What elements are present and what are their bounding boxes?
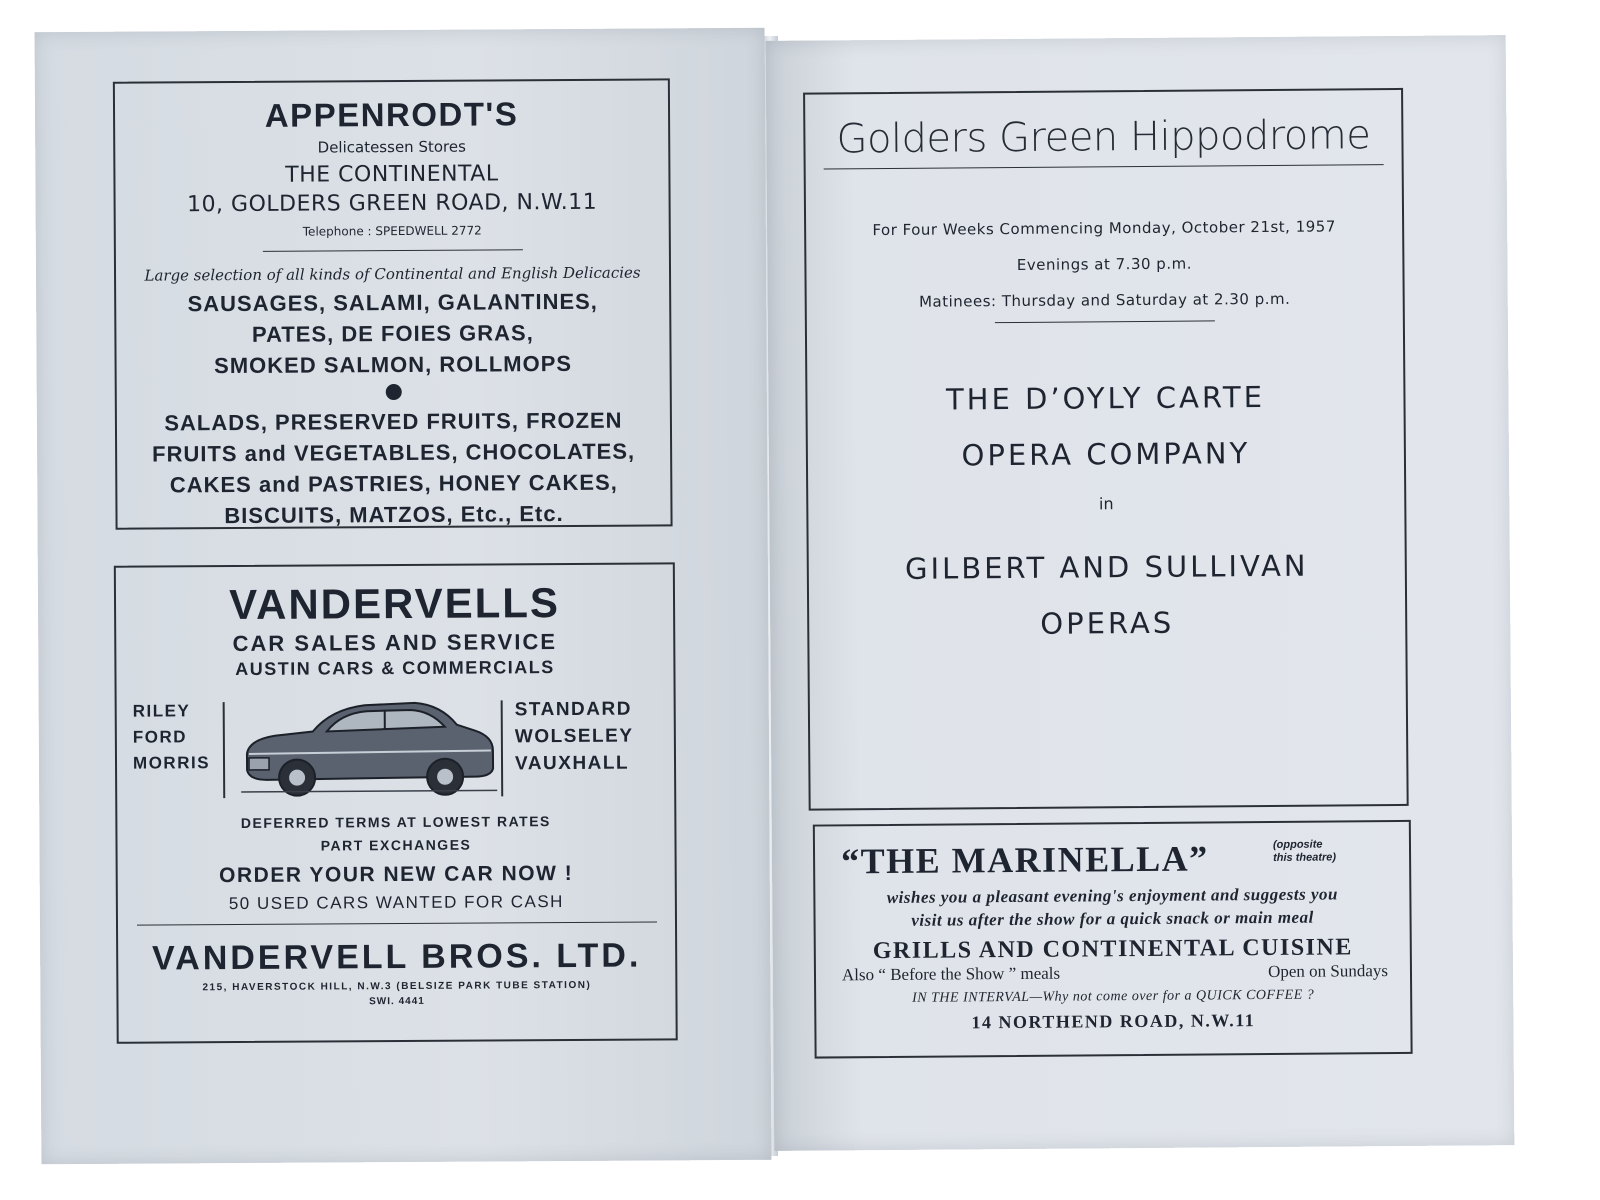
make-label: VAUXHALL xyxy=(514,752,630,775)
vandervells-terms: DEFERRED TERMS AT LOWEST RATES xyxy=(240,813,551,831)
make-label: MORRIS xyxy=(132,753,211,773)
appenrodt-item-line: SAUSAGES, SALAMI, GALANTINES, xyxy=(187,288,598,317)
makes-left xyxy=(133,698,210,776)
marinella-address: 14 NORTHEND ROAD, N.W.11 xyxy=(971,1010,1256,1033)
vandervells-company: VANDERVELL BROS. LTD. xyxy=(151,936,642,978)
appenrodt-item-line: PATES, DE FOIES GRAS, xyxy=(251,320,534,347)
appenrodt-item-line: CAKES and PASTRIES, HONEY CAKES, xyxy=(169,469,618,498)
hippodrome-programme xyxy=(803,88,1409,811)
evening-times: Evenings at 7.30 p.m. xyxy=(1016,254,1193,274)
page-title: Golders Green Hippodrome xyxy=(836,112,1371,163)
appenrodt-address: 10, GOLDERS GREEN ROAD, N.W.11 xyxy=(186,189,598,218)
marinella-also: Also “ Before the Show ” meals xyxy=(841,963,1061,985)
vandervells-order: ORDER YOUR NEW CAR NOW ! xyxy=(219,861,574,888)
marinella-sundays: Open on Sundays xyxy=(1267,961,1389,982)
divider xyxy=(262,249,522,252)
appenrodt-store: THE CONTINENTAL xyxy=(285,161,499,188)
marinella-advert xyxy=(813,820,1413,1059)
divider xyxy=(137,921,657,925)
vandervells-used: 50 USED CARS WANTED FOR CASH xyxy=(228,892,564,914)
divider xyxy=(223,702,226,798)
marinella-header xyxy=(815,834,1409,887)
in-label: in xyxy=(1098,494,1114,514)
vandervells-telephone: SWI. 4441 xyxy=(369,995,425,1008)
car-makes-row xyxy=(117,689,675,804)
appenrodt-name: APPENRODT'S xyxy=(264,95,519,134)
marinella-also-row xyxy=(816,961,1410,990)
vandervells-address: 215, HAVERSTOCK HILL, N.W.3 (BELSIZE PARK TUBE STATION) xyxy=(202,979,592,994)
season-dates: For Four Weeks Commencing Monday, October 21st, 1957 xyxy=(872,217,1336,240)
opposite-text: (opposite xyxy=(1272,838,1323,851)
vandervells-service: CAR SALES AND SERVICE xyxy=(232,629,558,657)
make-label: WOLSELEY xyxy=(514,725,634,748)
appenrodt-subtitle: Delicatessen Stores xyxy=(317,137,466,157)
left-page xyxy=(35,28,772,1164)
makes-right xyxy=(515,696,634,778)
vandervells-austin: AUSTIN CARS & COMMERCIALS xyxy=(235,657,555,680)
opposite-text: this theatre) xyxy=(1273,851,1337,864)
show-name: OPERAS xyxy=(1040,605,1175,641)
make-label: RILEY xyxy=(132,701,191,721)
appenrodt-tagline: Large selection of all kinds of Continental and English Delicacies xyxy=(144,263,641,285)
marinella-interval: IN THE INTERVAL—Why not come over for a QUICK COFFEE ? xyxy=(912,987,1315,1006)
divider xyxy=(824,164,1384,169)
make-label: STANDARD xyxy=(514,698,632,721)
company-name: OPERA COMPANY xyxy=(961,436,1251,473)
divider xyxy=(501,700,504,796)
bullet-dot xyxy=(385,384,401,400)
car-illustration xyxy=(235,690,504,804)
appenrodt-item-line: BISCUITS, MATZOS, Etc., Etc. xyxy=(224,501,564,529)
vandervells-name: VANDERVELLS xyxy=(228,579,561,629)
show-name: GILBERT AND SULLIVAN xyxy=(904,548,1309,586)
marinella-line: wishes you a pleasant evening's enjoyment and suggests you xyxy=(886,884,1339,907)
marinella-opposite xyxy=(1273,838,1336,864)
right-page xyxy=(766,35,1515,1151)
vandervells-exchanges: PART EXCHANGES xyxy=(320,836,472,854)
make-label: FORD xyxy=(132,727,188,747)
appenrodt-advert xyxy=(113,78,673,529)
appenrodt-item-line: SALADS, PRESERVED FRUITS, FROZEN xyxy=(164,407,623,436)
divider xyxy=(995,320,1215,323)
appenrodt-item-line: SMOKED SALMON, ROLLMOPS xyxy=(214,350,573,379)
matinee-times: Matinees: Thursday and Saturday at 2.30 p.m. xyxy=(918,289,1291,311)
company-name: THE D’OYLY CARTE xyxy=(945,380,1266,417)
marinella-grills: GRILLS AND CONTINENTAL CUISINE xyxy=(872,934,1353,965)
appenrodt-telephone: Telephone : SPEEDWELL 2772 xyxy=(302,223,482,239)
marinella-name: “THE MARINELLA” xyxy=(840,838,1209,882)
vandervells-advert xyxy=(114,562,678,1043)
appenrodt-item-line: FRUITS and VEGETABLES, CHOCOLATES, xyxy=(152,438,636,467)
marinella-line: visit us after the show for a quick snack or main meal xyxy=(911,907,1314,930)
